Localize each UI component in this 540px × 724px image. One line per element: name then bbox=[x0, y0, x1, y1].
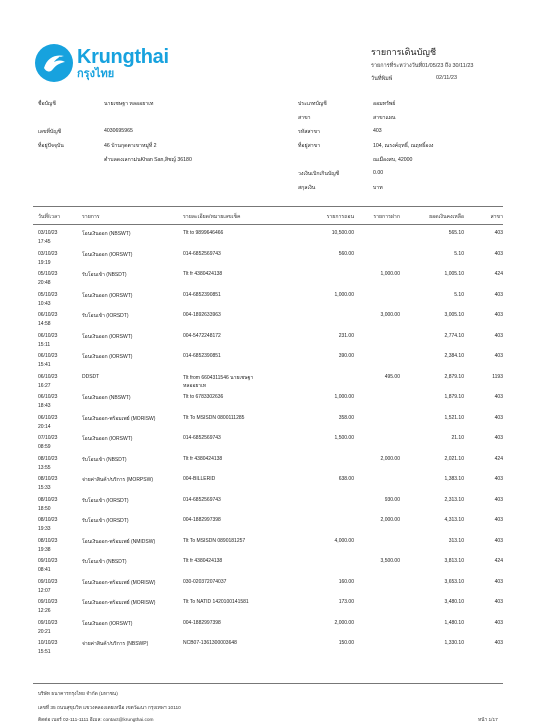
row-date: 10/10/23 bbox=[38, 640, 58, 646]
table-row bbox=[0, 333, 540, 354]
statement-title: รายการเดินบัญชี bbox=[371, 47, 437, 57]
row-balance: 2,879.10 bbox=[444, 373, 464, 380]
row-time: 08:59 bbox=[38, 444, 51, 450]
row-description: โอนเงินออก-พร้อมเพย์ (MORISW) bbox=[82, 600, 156, 606]
row-date: 06/10/23 bbox=[38, 373, 58, 380]
branch-address-label: ที่อยู่สาขา bbox=[298, 143, 321, 149]
overdraft-limit-value: 0.00 bbox=[373, 170, 384, 176]
row-detail: Tlt fr 4380424138 bbox=[183, 271, 223, 277]
row-time: 20:14 bbox=[38, 423, 51, 430]
row-branch: 424 bbox=[494, 455, 503, 462]
row-deposit: 2,000.00 bbox=[380, 455, 400, 462]
row-date: 09/10/23 bbox=[38, 619, 58, 626]
row-branch: 403 bbox=[494, 578, 503, 585]
row-detail-line2: หลออยาเท bbox=[183, 382, 207, 389]
row-description: โอนเงินออก-พร้อมเพย์ (NMIDSW) bbox=[82, 538, 156, 545]
row-balance: 3,005.10 bbox=[444, 312, 464, 318]
period-value: 01/05/23 ถึง 30/11/23 bbox=[422, 63, 474, 69]
row-time: 17:45 bbox=[38, 239, 51, 245]
col-header-branch: สาขา bbox=[490, 214, 503, 220]
table-row bbox=[0, 620, 540, 641]
row-branch: 424 bbox=[494, 558, 503, 564]
row-description: โอนเงินออก (IORSWT) bbox=[82, 292, 133, 299]
row-balance: 1,005.10 bbox=[444, 271, 464, 277]
row-withdraw: 358.00 bbox=[338, 414, 354, 421]
row-detail: Tlt from 6604311546 นายเชษฐา bbox=[183, 374, 254, 381]
row-detail: 004-1882997398 bbox=[183, 517, 221, 523]
row-detail: 014-6852390851 bbox=[183, 291, 221, 298]
footer-address: เลขที่ 35 ถนนสุขุมวิท แขวงคลองเตยเหนือ เขตวัฒนา กรุงเทพฯ 10110 bbox=[38, 706, 181, 711]
row-branch: 403 bbox=[494, 394, 503, 400]
row-balance: 1,879.10 bbox=[444, 394, 464, 400]
row-branch: 403 bbox=[494, 250, 503, 257]
account-number-value: 4030695965 bbox=[104, 128, 133, 134]
table-row bbox=[0, 435, 540, 456]
row-balance: 5.10 bbox=[454, 291, 464, 298]
row-time: 19:33 bbox=[38, 526, 51, 532]
row-withdraw: 160.00 bbox=[338, 578, 354, 585]
row-branch: 403 bbox=[494, 312, 503, 318]
row-detail: 014-6852390851 bbox=[183, 353, 221, 359]
table-row bbox=[0, 292, 540, 313]
row-date: 06/10/23 bbox=[38, 312, 58, 318]
account-number-label: เลขที่บัญชี bbox=[38, 129, 62, 135]
currency-label: สกุลเงิน bbox=[298, 185, 316, 191]
row-description: โอนเงินออก-พร้อมเพย์ (MORISW) bbox=[82, 415, 156, 422]
row-balance: 2,021.10 bbox=[444, 455, 464, 462]
row-description: รับโอนเข้า (NBSDT) bbox=[82, 559, 127, 565]
col-header-withdraw: รายการถอน bbox=[326, 214, 354, 220]
row-detail: Tlt To MSISDN 0890181257 bbox=[183, 537, 246, 544]
row-deposit: 1,000.00 bbox=[380, 271, 400, 277]
table-row bbox=[0, 394, 540, 415]
row-branch: 403 bbox=[494, 537, 503, 544]
row-time: 16:27 bbox=[38, 382, 51, 389]
col-header-deposit: รายการฝาก bbox=[373, 214, 400, 220]
row-description: โอนเงินออก (IORSWT) bbox=[82, 436, 133, 442]
row-description: จ่ายค่าสินค้า/บริการ (MORPSW) bbox=[82, 477, 153, 483]
row-description: จ่ายค่าสินค้า/บริการ (NBSWP) bbox=[82, 641, 149, 647]
table-top-divider bbox=[33, 206, 503, 207]
row-detail: NCB07-1361300003648 bbox=[183, 640, 237, 646]
row-description: รับโอนเข้า (IORSDT) bbox=[82, 497, 129, 504]
row-balance: 5.10 bbox=[454, 250, 464, 257]
row-time: 10:43 bbox=[38, 300, 51, 307]
row-branch: 403 bbox=[494, 435, 503, 441]
print-date-value: 02/11/23 bbox=[436, 75, 458, 81]
col-header-balance: ยอดเงินคงเหลือ bbox=[429, 214, 464, 220]
krungthai-logo bbox=[35, 44, 169, 82]
brand-name-en: Krungthai bbox=[77, 45, 169, 68]
row-balance: 1,330.10 bbox=[444, 640, 464, 646]
row-deposit: 930.00 bbox=[384, 496, 400, 503]
row-date: 09/10/23 bbox=[38, 599, 58, 605]
row-time: 19:19 bbox=[38, 259, 51, 266]
row-detail: 004-BILLERID bbox=[183, 476, 216, 482]
branch-address-value: 104, ณรงค์ฤทธิ์, ณฤทธิ์องง bbox=[373, 143, 434, 149]
row-description: รับโอนเข้า (IORSDT) bbox=[82, 313, 129, 319]
row-withdraw: 2,000.00 bbox=[334, 619, 354, 626]
address-line2: ตำบลดงเลกาม่นKhan San,สิชญ์ 36180 bbox=[104, 157, 192, 163]
row-time: 14:58 bbox=[38, 321, 51, 327]
row-branch: 403 bbox=[494, 640, 503, 646]
row-branch: 403 bbox=[494, 517, 503, 523]
table-row bbox=[0, 640, 540, 661]
row-balance: 2,384.10 bbox=[444, 353, 464, 359]
branch-value: สาขาแผน bbox=[373, 115, 396, 121]
krungthai-bird-logo-icon bbox=[35, 44, 73, 82]
row-description: รับโอนเข้า (NBSDT) bbox=[82, 272, 127, 278]
row-time: 15:11 bbox=[38, 341, 51, 348]
row-branch: 403 bbox=[494, 230, 503, 236]
row-date: 06/10/23 bbox=[38, 394, 58, 400]
row-detail: Tlt to 6783302636 bbox=[183, 394, 224, 400]
address-line1: 46 บ้านกุดตาเขาหมู่ที่ 2 bbox=[104, 143, 157, 149]
table-row bbox=[0, 476, 540, 497]
row-withdraw: 1,000.00 bbox=[334, 394, 354, 400]
table-header-divider bbox=[33, 224, 503, 225]
row-branch: 403 bbox=[494, 476, 503, 482]
row-description: รับโอนเข้า (NBSDT) bbox=[82, 456, 127, 463]
footer-divider bbox=[33, 683, 503, 684]
row-balance: 21.10 bbox=[451, 435, 464, 441]
row-branch: 403 bbox=[494, 414, 503, 421]
row-time: 15:33 bbox=[38, 485, 51, 491]
row-withdraw: 4,000.00 bbox=[334, 537, 354, 544]
row-branch: 403 bbox=[494, 291, 503, 298]
table-row bbox=[0, 251, 540, 272]
row-deposit: 495.00 bbox=[384, 373, 400, 380]
table-row bbox=[0, 517, 540, 538]
account-name-value: นายเชษฐา หลออยาเท bbox=[104, 101, 154, 107]
row-date: 09/10/23 bbox=[38, 578, 58, 585]
col-header-description: รายการ bbox=[82, 214, 100, 220]
currency-value: บาท bbox=[373, 185, 383, 191]
print-date-label: วันที่พิมพ์ bbox=[371, 76, 393, 82]
row-withdraw: 390.00 bbox=[338, 353, 354, 359]
row-balance: 3,480.10 bbox=[444, 599, 464, 605]
table-row bbox=[0, 599, 540, 620]
row-deposit: 2,000.00 bbox=[380, 517, 400, 523]
row-time: 12:26 bbox=[38, 608, 51, 614]
row-withdraw: 638.00 bbox=[338, 476, 354, 482]
row-time: 18:43 bbox=[38, 403, 51, 409]
branch-address-line2: ณเมืองสบ, 42000 bbox=[373, 157, 413, 163]
row-description: โอนเงินออก (IORSWT) bbox=[82, 354, 133, 360]
row-branch: 403 bbox=[494, 353, 503, 359]
footer-company: บริษัท ธนาคารกรุงไทย จำกัด (มหาชน) bbox=[38, 692, 118, 697]
row-withdraw: 173.00 bbox=[338, 599, 354, 605]
row-balance: 3,813.10 bbox=[444, 558, 464, 564]
row-balance: 3,653.10 bbox=[444, 578, 464, 585]
row-date: 05/10/23 bbox=[38, 271, 58, 277]
row-balance: 1,480.10 bbox=[444, 619, 464, 626]
row-detail: 004-1892633963 bbox=[183, 312, 221, 318]
col-header-date: วันที่/เวลา bbox=[38, 214, 61, 220]
row-withdraw: 150.00 bbox=[338, 640, 354, 646]
row-time: 19:38 bbox=[38, 546, 51, 553]
table-row bbox=[0, 230, 540, 251]
row-date: 08/10/23 bbox=[38, 517, 58, 523]
row-detail: 014-6852569743 bbox=[183, 435, 221, 441]
row-date: 06/10/23 bbox=[38, 414, 58, 421]
row-date: 03/10/23 bbox=[38, 230, 58, 236]
account-name-label: ชื่อบัญชี bbox=[38, 101, 56, 107]
row-withdraw: 1,000.00 bbox=[334, 291, 354, 298]
row-description: โอนเงินออก (IORSWT) bbox=[82, 251, 133, 258]
row-balance: 1,521.10 bbox=[444, 414, 464, 421]
row-time: 20:21 bbox=[38, 628, 51, 635]
footer-contact: ติดต่อ เบอร์ 02-111-1111 อีเมล: contact@krungthai.com bbox=[38, 718, 154, 723]
row-date: 06/10/23 bbox=[38, 353, 58, 359]
table-row bbox=[0, 271, 540, 292]
account-type-label: ประเภทบัญชี bbox=[298, 101, 327, 107]
row-description: DDSDT bbox=[82, 373, 100, 380]
branch-code-value: 403 bbox=[373, 128, 382, 134]
row-date: 08/10/23 bbox=[38, 455, 58, 462]
table-row bbox=[0, 415, 540, 436]
row-balance: 2,774.10 bbox=[444, 332, 464, 339]
row-detail: Tlt fr 4380424138 bbox=[183, 455, 223, 462]
row-detail: 030-020372074037 bbox=[183, 578, 227, 585]
row-deposit: 3,500.00 bbox=[380, 558, 400, 564]
row-detail: Tlt to 9899646466 bbox=[183, 230, 224, 236]
row-time: 12:07 bbox=[38, 587, 51, 594]
row-branch: 403 bbox=[494, 619, 503, 626]
row-time: 08:41 bbox=[38, 567, 51, 573]
row-time: 15:51 bbox=[38, 649, 51, 655]
row-detail: Tlt To MSISDN 0800111285 bbox=[183, 414, 245, 421]
branch-code-label: รหัสสาขา bbox=[298, 129, 320, 135]
row-time: 20:48 bbox=[38, 280, 51, 286]
row-branch: 403 bbox=[494, 496, 503, 503]
row-branch: 424 bbox=[494, 271, 503, 277]
row-detail: 014-6852569743 bbox=[183, 250, 221, 257]
row-detail: 004-1882997398 bbox=[183, 619, 221, 626]
table-row bbox=[0, 558, 540, 579]
row-description: โอนเงินออก (NBSWT) bbox=[82, 231, 131, 237]
table-row bbox=[0, 353, 540, 374]
row-withdraw: 560.00 bbox=[338, 250, 354, 257]
row-date: 08/10/23 bbox=[38, 537, 58, 544]
col-header-detail: รายละเอียด/หมายเลขเช็ค bbox=[183, 214, 241, 220]
branch-label: สาขา bbox=[298, 115, 311, 121]
row-detail: 014-6852569743 bbox=[183, 496, 221, 503]
row-branch: 403 bbox=[494, 599, 503, 605]
row-date: 09/10/23 bbox=[38, 558, 58, 564]
table-row bbox=[0, 374, 540, 395]
row-balance: 1,383.10 bbox=[444, 476, 464, 482]
row-withdraw: 1,500.00 bbox=[334, 435, 354, 441]
row-date: 05/10/23 bbox=[38, 291, 58, 298]
row-description: รับโอนเข้า (IORSDT) bbox=[82, 518, 129, 524]
row-date: 06/10/23 bbox=[38, 332, 58, 339]
period-label: รายการที่ระหว่างวันที่ bbox=[371, 63, 423, 69]
row-description: โอนเงินออก-พร้อมเพย์ (MORISW) bbox=[82, 579, 156, 586]
row-detail: 004-5472248172 bbox=[183, 332, 221, 339]
row-detail: Tlt fr 4380424138 bbox=[183, 558, 223, 564]
table-row bbox=[0, 579, 540, 600]
row-balance: 4,313.10 bbox=[444, 517, 464, 523]
row-detail: Tlt To NATID 1420100141581 bbox=[183, 599, 249, 605]
table-row bbox=[0, 312, 540, 333]
row-time: 18:50 bbox=[38, 505, 51, 512]
account-type-value: ออมทรัพย์ bbox=[373, 101, 396, 107]
row-withdraw: 10,500.00 bbox=[331, 230, 354, 236]
footer-page-number: หน้า 1/17 bbox=[478, 718, 498, 723]
row-balance: 2,313.10 bbox=[444, 496, 464, 503]
row-date: 08/10/23 bbox=[38, 496, 58, 503]
row-deposit: 3,000.00 bbox=[380, 312, 400, 318]
row-time: 13:55 bbox=[38, 464, 51, 471]
row-branch: 1193 bbox=[492, 373, 503, 380]
table-row bbox=[0, 538, 540, 559]
address-label: ที่อยู่ปัจจุบัน bbox=[38, 143, 64, 149]
row-balance: 313.10 bbox=[448, 537, 464, 544]
brand-name-th: กรุงไทย bbox=[77, 67, 115, 80]
overdraft-limit-label: วงเงินเบิกเกินบัญชี bbox=[298, 171, 340, 177]
row-description: โอนเงินออก (NBSWT) bbox=[82, 395, 131, 401]
row-date: 03/10/23 bbox=[38, 250, 58, 257]
row-withdraw: 231.00 bbox=[338, 332, 354, 339]
row-date: 08/10/23 bbox=[38, 476, 58, 482]
row-balance: 565.10 bbox=[448, 230, 464, 236]
table-row bbox=[0, 456, 540, 477]
row-date: 07/10/23 bbox=[38, 435, 58, 441]
row-time: 15:41 bbox=[38, 362, 51, 368]
row-branch: 403 bbox=[494, 332, 503, 339]
row-description: โอนเงินออก (IORSWT) bbox=[82, 333, 133, 340]
row-description: โอนเงินออก (IORSWT) bbox=[82, 620, 133, 627]
table-row bbox=[0, 497, 540, 518]
